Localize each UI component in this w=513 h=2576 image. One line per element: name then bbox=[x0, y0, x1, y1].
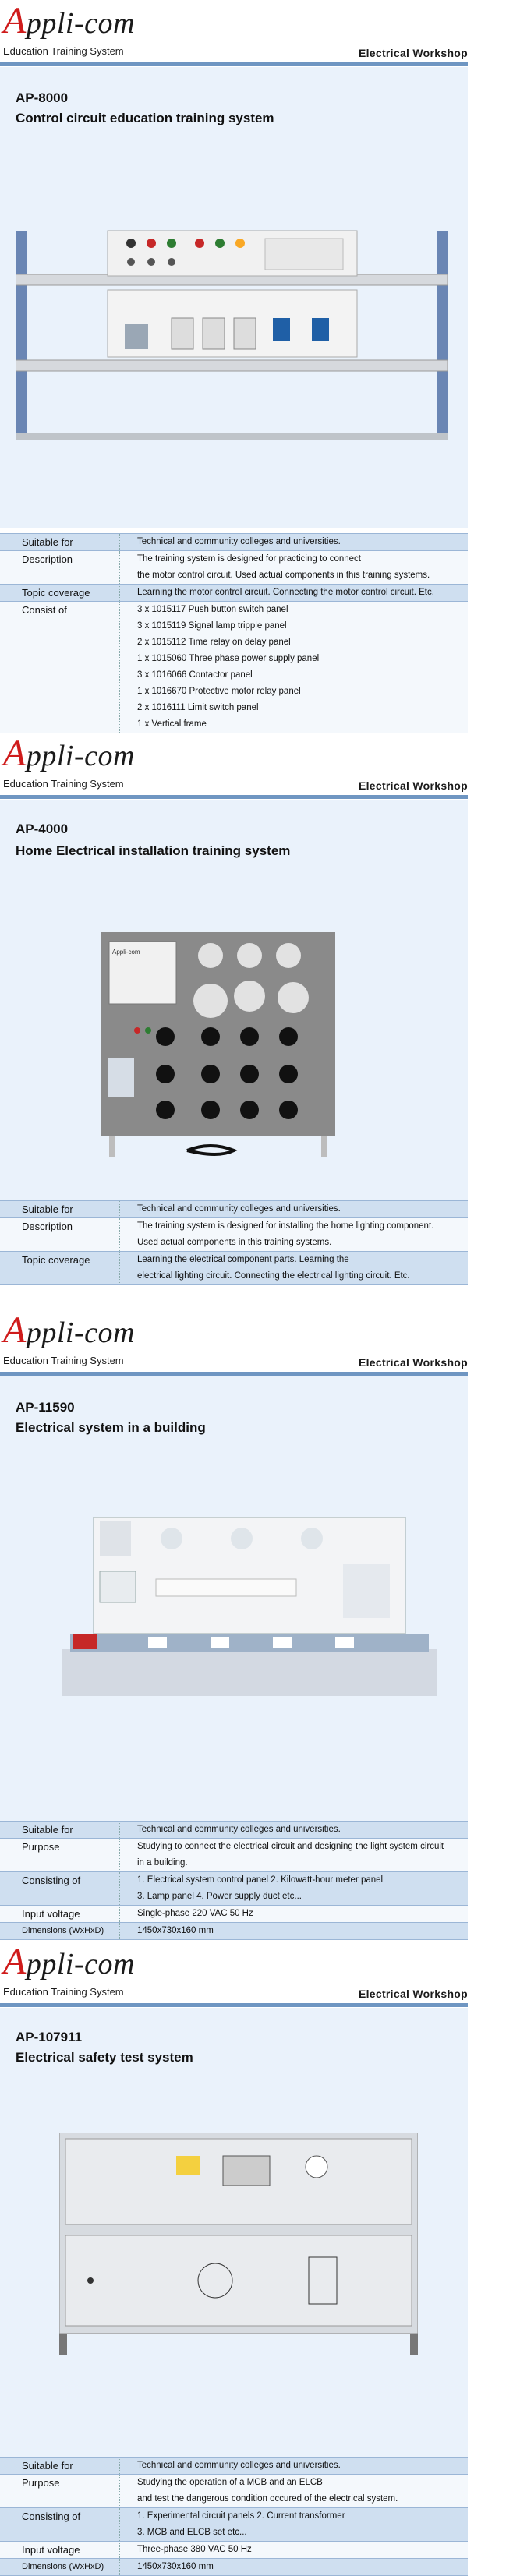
brand-logo: Appli-com bbox=[3, 733, 135, 774]
workshop-label: Electrical Workshop bbox=[358, 47, 468, 59]
brand-subtitle: Education Training System bbox=[3, 1986, 124, 1998]
table-row: Purpose Studying the operation of a MCB and an ELCB and test the dangerous condition occured of the electrical system. bbox=[0, 2475, 468, 2508]
svg-text:Appli-com: Appli-com bbox=[112, 949, 140, 956]
brand-logo: Appli-com bbox=[3, 1941, 135, 1982]
spec-table bbox=[0, 2457, 468, 2576]
workshop-label: Electrical Workshop bbox=[358, 1988, 468, 2000]
table-row: Suitable for Technical and community colleges and universities. bbox=[0, 534, 468, 551]
brand-subtitle: Education Training System bbox=[3, 1355, 124, 1366]
model-number: AP-107911 bbox=[16, 2030, 83, 2044]
spec-table bbox=[0, 533, 468, 733]
product-panel bbox=[0, 67, 468, 528]
product-panel bbox=[0, 2008, 468, 2461]
table-row: Dimensions (WxHxD) 1450x730x160 mm bbox=[0, 1923, 468, 1940]
workshop-label: Electrical Workshop bbox=[358, 779, 468, 792]
product-image bbox=[16, 215, 452, 449]
workshop-label: Electrical Workshop bbox=[358, 1356, 468, 1369]
table-row: Dimensions (WxHxD) 1450x730x160 mm bbox=[0, 2559, 468, 2576]
product-section-ap-8000 bbox=[0, 0, 468, 733]
product-image bbox=[59, 2133, 418, 2359]
model-number: AP-8000 bbox=[16, 90, 69, 105]
product-section-ap-107911 bbox=[0, 1941, 468, 2575]
page-header bbox=[0, 0, 468, 61]
brand-subtitle: Education Training System bbox=[3, 778, 124, 790]
table-row: Suitable for Technical and community colleges and universities. bbox=[0, 1822, 468, 1839]
table-row: Topic coverage Learning the motor control circuit. Connecting the motor control circuit. Etc. bbox=[0, 585, 468, 602]
table-row: Description The training system is designed for installing the home lighting component. Used actual components in this training systems. bbox=[0, 1218, 468, 1252]
model-number: AP-4000 bbox=[16, 822, 69, 836]
model-number: AP-11590 bbox=[16, 1400, 75, 1415]
product-title: Electrical system in a building bbox=[16, 1420, 206, 1435]
header-divider bbox=[0, 1372, 468, 1376]
page-header bbox=[0, 1309, 468, 1370]
header-divider bbox=[0, 2003, 468, 2007]
table-row: Suitable for Technical and community colleges and universities. bbox=[0, 2458, 468, 2475]
table-row: Input voltage Three-phase 380 VAC 50 Hz bbox=[0, 2542, 468, 2559]
product-image bbox=[94, 932, 343, 1182]
header-divider bbox=[0, 62, 468, 66]
brand-logo: Appli-com bbox=[3, 1309, 135, 1351]
table-row: Consist of 3 x 1015117 Push button switch panel 3 x 1015119 Signal lamp tripple panel 2 x 1015112 Time relay on delay panel 1 x 1015060 Three phase power supply panel 3 x 1016066 Contactor panel 1 x 1016670 Protective motor relay panel 2 x 1016111 Limit switch panel 1 x Vertical frame bbox=[0, 602, 468, 733]
product-panel bbox=[0, 800, 468, 1241]
brand-subtitle: Education Training System bbox=[3, 45, 124, 57]
table-row: Consisting of 1. Experimental circuit panels 2. Current transformer 3. MCB and ELCB set etc... bbox=[0, 2508, 468, 2542]
table-row: Topic coverage Learning the electrical component parts. Learning the electrical lighting circuit. Connecting the electrical lighting circuit. Etc. bbox=[0, 1252, 468, 1285]
product-panel bbox=[0, 1376, 468, 1827]
spec-table bbox=[0, 1200, 468, 1285]
product-section-ap-4000 bbox=[0, 733, 468, 1309]
product-title: Control circuit education training system bbox=[16, 111, 274, 125]
product-image bbox=[62, 1517, 437, 1735]
page-header bbox=[0, 733, 468, 793]
table-row: Consisting of 1. Electrical system control panel 2. Kilowatt-hour meter panel 3. Lamp panel 4. Power supply duct etc... bbox=[0, 1872, 468, 1906]
product-section-ap-11590 bbox=[0, 1309, 468, 1941]
spec-table bbox=[0, 1821, 468, 1940]
table-row: Input voltage Single-phase 220 VAC 50 Hz bbox=[0, 1906, 468, 1923]
brand-logo: Appli-com bbox=[3, 0, 135, 41]
product-title: Electrical safety test system bbox=[16, 2050, 193, 2065]
table-row: Description The training system is designed for practicing to connect the motor control circuit. Used actual components in this training systems. bbox=[0, 551, 468, 585]
page-header bbox=[0, 1941, 468, 2002]
header-divider bbox=[0, 795, 468, 799]
product-title: Home Electrical installation training system bbox=[16, 843, 291, 858]
table-row: Purpose Studying to connect the electrical circuit and designing the light system circuit in a building. bbox=[0, 1839, 468, 1872]
table-row: Suitable for Technical and community colleges and universities. bbox=[0, 1201, 468, 1218]
